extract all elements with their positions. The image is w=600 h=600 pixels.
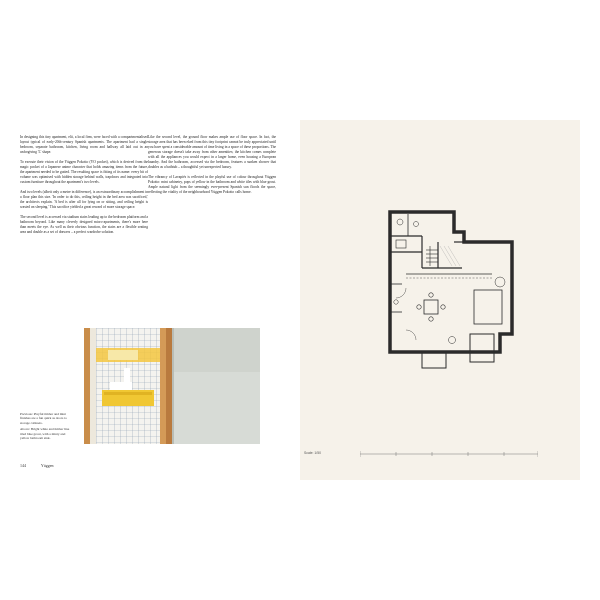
right-page bbox=[300, 120, 580, 480]
scale-bar bbox=[360, 451, 538, 457]
floor-plan-drawing bbox=[382, 202, 532, 422]
paragraph: The second level is accessed via studium stairs leading up to the bedroom platform and a bathroom beyond. Like many cleverly designed micro-apartments, there's more here than meets the eye. As well as their obvious function, the stairs are a flexible seating area and double as a set of drawers – a perfect wardrobe solution. bbox=[20, 215, 148, 234]
floor-plan bbox=[382, 202, 532, 422]
paragraph: Like the second level, the ground floor makes ample use of floor space. In fact, the storage area that has been eked from this tiny footprint cannot be truly appreciated until you have spent a considerable amount of time living in a space of these proportions. The generous storage doesn't take away from other amenities; the kitchen comes complete with all the appliances you would expect in a larger home, even housing a European laundry. And the bathroom, accessed via the bedroom, features a sunken shower that doubles as a bathtub – a thoughtful yet unexpected luxury. bbox=[148, 135, 276, 169]
caption-line: Previous: Playful timber and mint finishes are a fun quirk as doors to storage cabinets. bbox=[20, 412, 67, 425]
paragraph: The vibrancy of Lavapiés is reflected in the playful use of colour throughout Yüggen Pokotto: mint cabinetry, pops of yellow in the bathroom and white tiles with blue grout. Ample natural light from the seemingly ever-present Spanish sun floods the space, reflecting the vitality of the neighbourhood Yüggen Pokotto calls home. bbox=[148, 175, 276, 194]
paragraph: And two levels (albeit only a metre in difference), is an extraordinary accomplishment in a floor plan this size. 'In order to do this, ceiling height in the bed area was sacrificed,' the architects explain. 'A bed is after all for lying on or sitting, and ceiling height is wasted on sleeping.' This sacrifice yielded a great reward of more storage space. bbox=[20, 190, 148, 209]
folio bbox=[20, 463, 68, 468]
page-number: 144 bbox=[20, 463, 26, 468]
caption-line: Above: Bright white and timber line tiled blue grout, with a minty and yellow bathroom sink. bbox=[20, 427, 70, 441]
text-column-1 bbox=[20, 135, 148, 240]
section-name: Yüggen bbox=[40, 463, 54, 468]
text-column-2 bbox=[148, 135, 276, 200]
photo-caption bbox=[20, 412, 75, 442]
bathroom-photo bbox=[84, 328, 260, 444]
bathroom-photo-illustration bbox=[84, 328, 260, 444]
paragraph: To execute their vision of the Yüggen Pokotto (YO pocket), which is derived from the magic pocket of a Japanese anime character that holds amazing items from the future, the apartment needed to be gutted. The resulting space is fitting of its name: every bit of volume was optimised with hidden storage behind walls, trapdoors and integrated into custom furniture throughout the apartment's two levels. bbox=[20, 160, 148, 184]
left-page bbox=[0, 120, 300, 480]
paragraph: In designing this tiny apartment, elii, a local firm, were faced with a compartmentalised layout typical of early-20th-century Spanish apartments. The apartment had a single bedroom, separate bathroom, kitchen, living room and hallway all laid out in an unforgiving 'L' shape. bbox=[20, 135, 148, 154]
plan-scale-label: Scale: 1/50 bbox=[304, 451, 321, 455]
